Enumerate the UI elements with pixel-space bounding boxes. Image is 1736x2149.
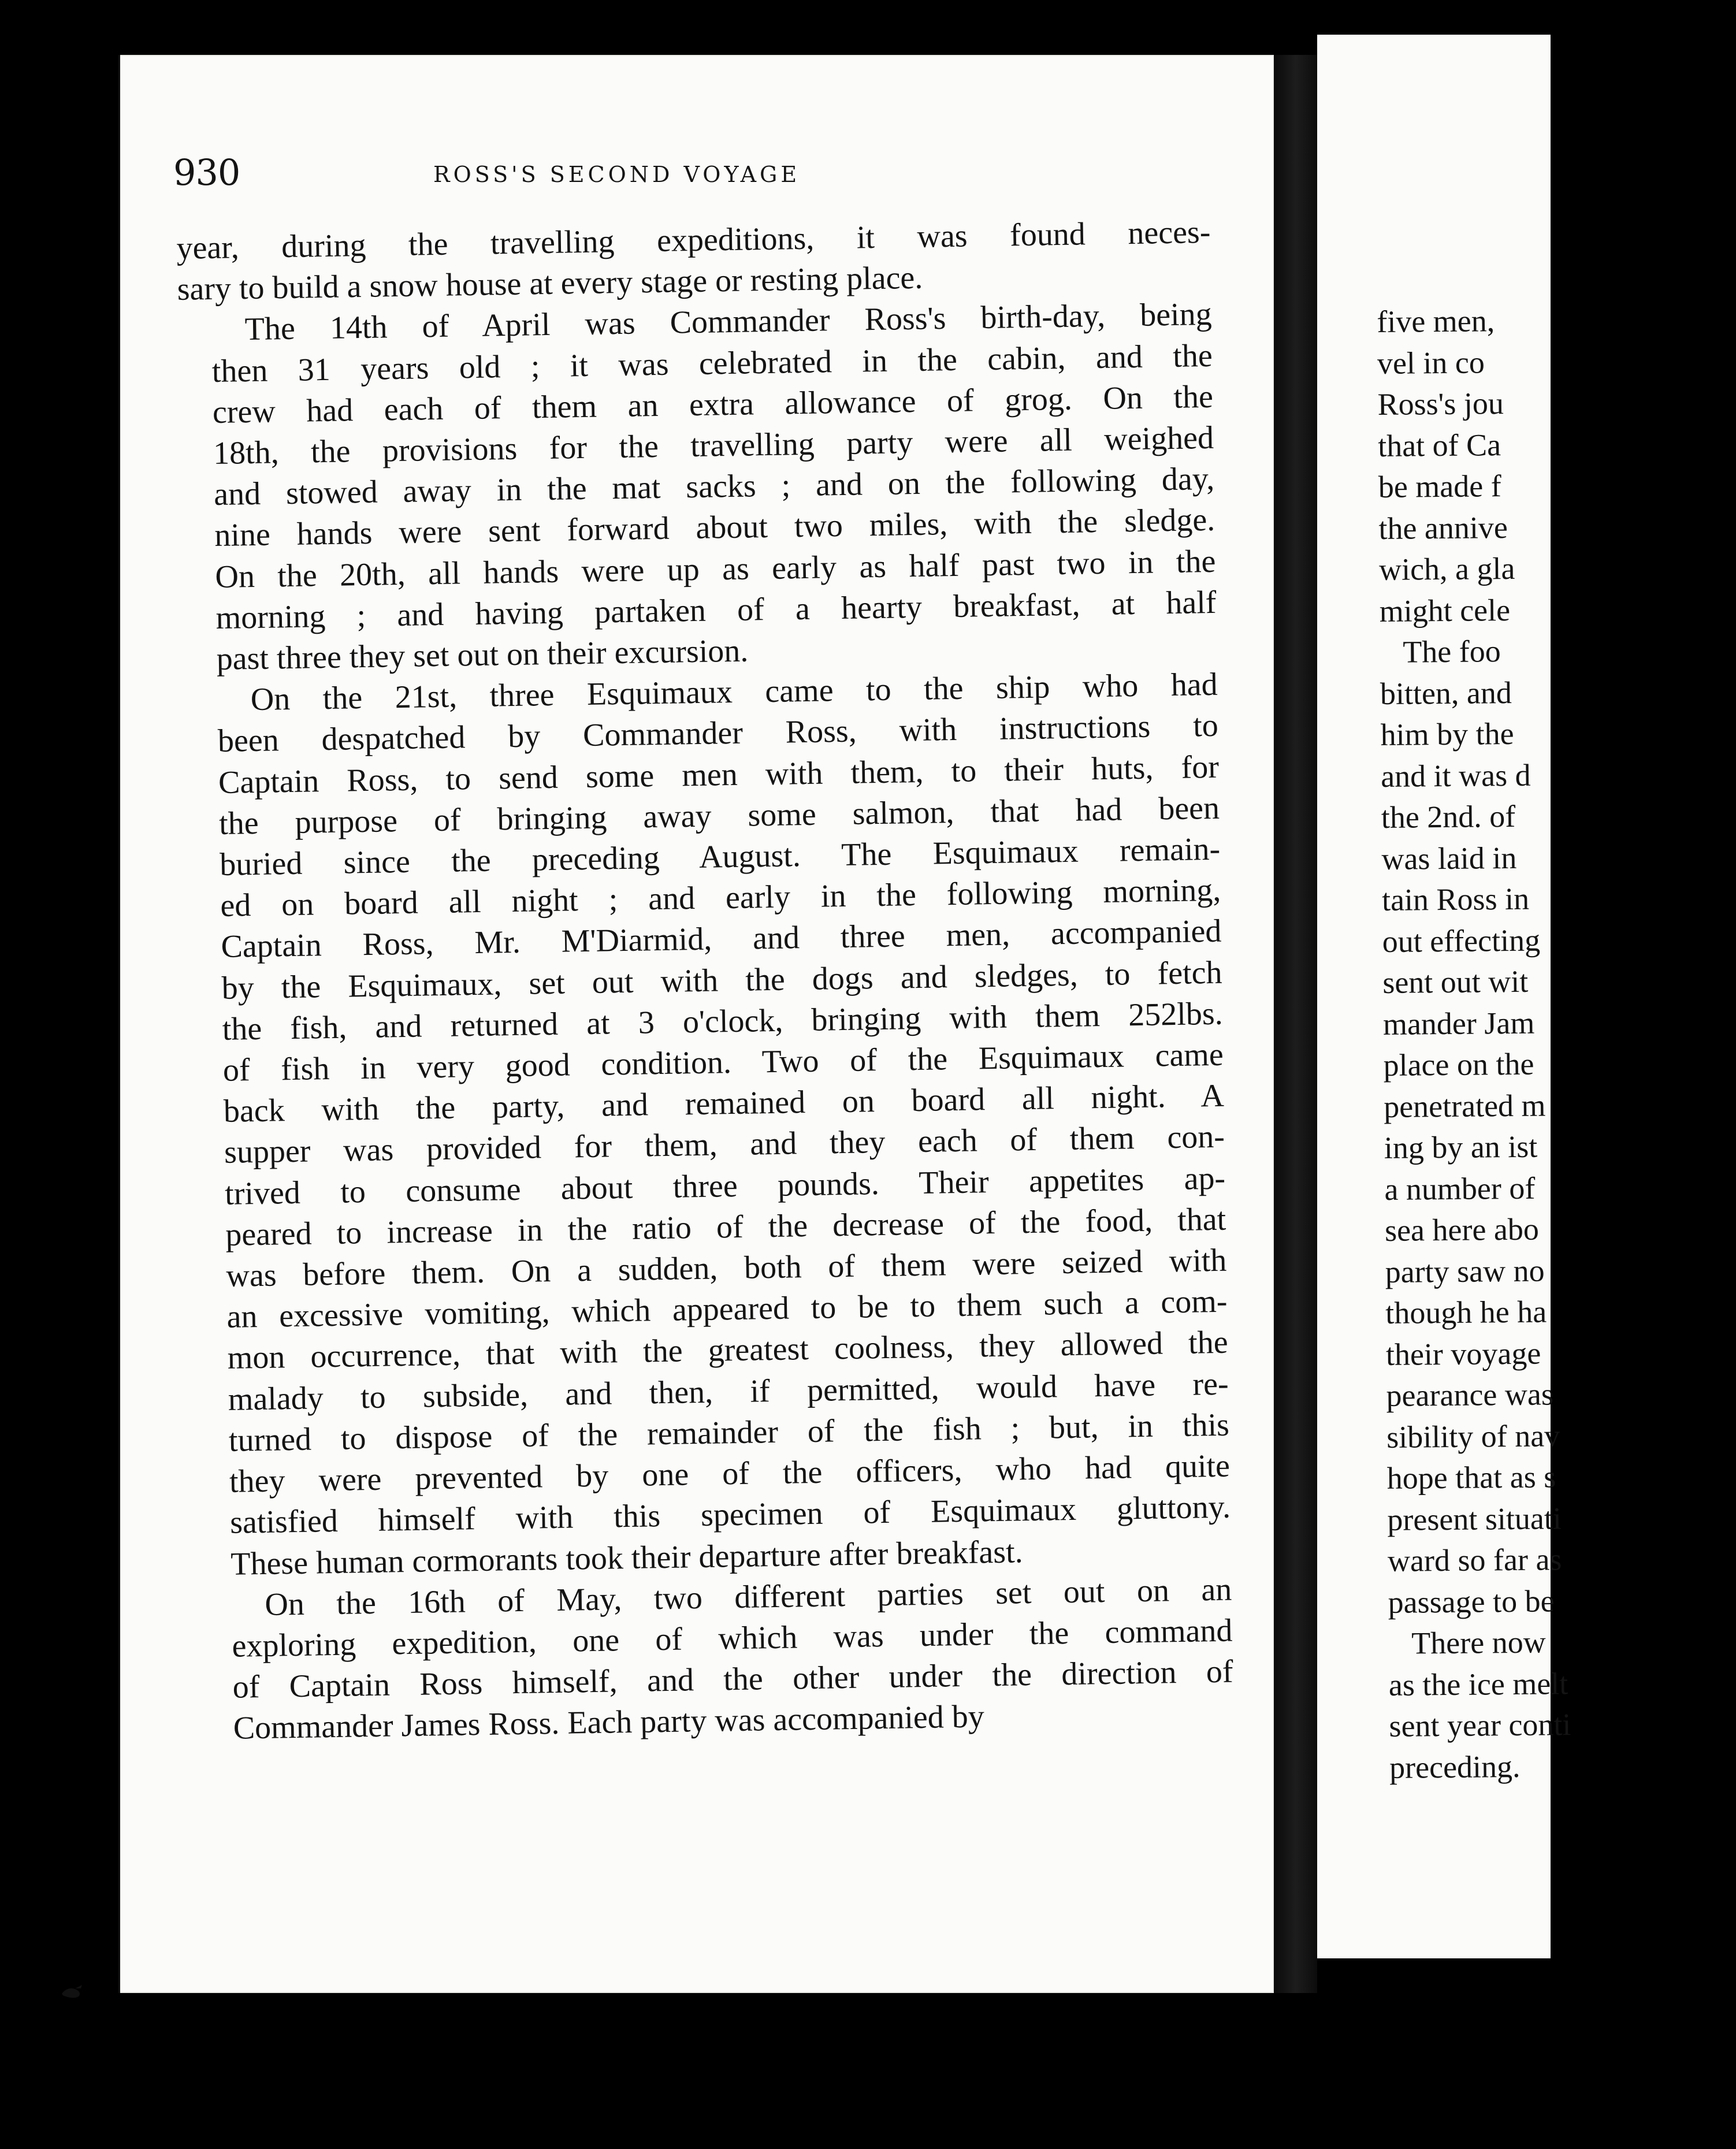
text-line: buried since the preceding August. The Esquimaux remain- <box>219 831 1221 883</box>
text-line: year, during the travelling expeditions, it was found neces- <box>176 214 1211 266</box>
text-line: bitten, and <box>1380 675 1512 711</box>
text-line: that of Ca <box>1377 427 1501 463</box>
text-line: place on the <box>1383 1046 1534 1083</box>
text-line: mander Jam <box>1382 1005 1535 1042</box>
text-line: was laid in <box>1381 840 1517 876</box>
text-line: ed on board all night ; and early in the following morning, <box>220 872 1221 924</box>
text-line: sent year conti <box>1389 1707 1571 1743</box>
text-line: peared to increase in the ratio of the decrease of the food, that <box>225 1201 1226 1253</box>
text-line: exploring expedition, one of which was under the command <box>232 1612 1233 1664</box>
left-page-body-text <box>176 212 1234 1750</box>
text-line: morning ; and having partaken of a hearty breakfast, at half <box>215 584 1217 636</box>
text-line: Ross's jou <box>1377 386 1504 422</box>
text-line: the fish, and returned at 3 o'clock, bringing with them 252lbs. <box>222 995 1224 1047</box>
text-line: might cele <box>1379 592 1511 629</box>
text-line: the purpose of bringing away some salmon, that had been <box>218 790 1220 842</box>
text-line: and it was d <box>1380 757 1531 794</box>
text-line: sea here abo <box>1384 1211 1540 1248</box>
text-line: 18th, the provisions for the travelling party were all weighed <box>213 419 1214 472</box>
text-line: The foo <box>1403 634 1501 670</box>
text-line: Captain Ross, to send some men with them, to their huts, for <box>218 749 1220 801</box>
text-line: him by the <box>1380 716 1514 752</box>
text-line: an excessive vomiting, which appeared to be to them such a com- <box>226 1283 1228 1336</box>
text-line: nine hands were sent forward about two miles, with the sledge. <box>214 502 1215 554</box>
text-line: as the ice melt <box>1388 1665 1568 1702</box>
text-line: then 31 years old ; it was celebrated in the cabin, and the <box>211 337 1213 389</box>
text-line: On the 21st, three Esquimaux came to the ship who had <box>250 667 1218 718</box>
ink-blot-mark <box>58 1980 87 2003</box>
page-edge-rule <box>118 55 120 1993</box>
text-line: by the Esquimaux, set out with the dogs and sledges, to fetch <box>221 954 1222 1006</box>
text-line: the annive <box>1378 510 1508 546</box>
text-line: malady to subside, and then, if permitted, would have re- <box>228 1366 1229 1418</box>
text-line: These human cormorants took their departure after breakfast. <box>230 1533 1024 1582</box>
running-head: ROSS'S SECOND VOYAGE <box>433 162 801 187</box>
text-line: their voyage <box>1385 1336 1541 1372</box>
text-line: been despatched by Commander Ross, with instructions to <box>217 708 1219 760</box>
text-line: the 2nd. of <box>1381 798 1516 835</box>
paragraph <box>198 1569 1234 1750</box>
text-line: There now <box>1411 1624 1546 1661</box>
text-line: Captain Ross, Mr. M'Diarmid, and three men, accompanied <box>221 913 1222 965</box>
text-line: vel in co <box>1377 344 1485 381</box>
text-line: of Captain Ross himself, and the other under the direction of <box>232 1653 1233 1705</box>
text-line: present situati <box>1387 1500 1562 1537</box>
text-line: was before them. On a sudden, both of them were seized with <box>226 1242 1227 1294</box>
text-line: Commander James Ross. Each party was accompanied by <box>233 1698 985 1747</box>
text-line: tain Ross in <box>1381 881 1530 917</box>
text-line: out effecting <box>1382 923 1541 959</box>
text-line: trived to consume about three pounds. Their appetites ap- <box>224 1160 1226 1212</box>
text-line: passage to be <box>1388 1583 1555 1620</box>
text-line: be made f <box>1378 469 1501 504</box>
text-line: preceding. <box>1389 1749 1521 1785</box>
paragraph <box>177 294 1217 681</box>
text-line: supper was provided for them, and they each of them con- <box>224 1119 1225 1171</box>
paragraph <box>176 212 1211 311</box>
text-line: satisfied himself with this specimen of Esquimaux gluttony. <box>229 1489 1231 1541</box>
text-line: turned to dispose of the remainder of the fish ; but, in this <box>228 1407 1230 1459</box>
text-line: a number of <box>1384 1170 1536 1207</box>
text-line: wich, a gla <box>1378 551 1515 587</box>
text-line: and stowed away in the mat sacks ; and on the following day, <box>213 461 1215 513</box>
page-number: 930 <box>173 151 240 194</box>
text-line: party saw no <box>1385 1253 1545 1289</box>
text-line: On the 20th, all hands were up as early as half past two in the <box>215 543 1216 595</box>
text-line: ward so far as <box>1387 1542 1562 1578</box>
text-line: sibility of nav <box>1386 1418 1560 1455</box>
text-line: though he ha <box>1385 1294 1547 1330</box>
book-gutter <box>1274 55 1317 1993</box>
paragraph <box>183 664 1231 1585</box>
text-line: The 14th of April was Commander Ross's birth-day, being <box>244 296 1213 348</box>
text-line: penetrated m <box>1383 1088 1546 1124</box>
right-page-body-text <box>1377 299 1736 1789</box>
text-line: sary to build a snow house at every stage or resting place. <box>177 259 923 308</box>
text-line: five men, <box>1377 303 1495 339</box>
text-line: past three they set out on their excursion. <box>216 633 749 678</box>
text-line: they were prevented by one of the officers, who had quite <box>229 1448 1231 1500</box>
right-page <box>1317 35 1571 1958</box>
text-line: back with the party, and remained on board all night. A <box>223 1077 1225 1130</box>
text-line: On the 16th of May, two different parties set out on an <box>264 1571 1232 1623</box>
text-line: hope that as s <box>1386 1459 1556 1496</box>
text-line: sent out wit <box>1382 964 1529 1000</box>
text-line: crew had each of them an extra allowance of grog. On the <box>212 378 1214 430</box>
text-line: ing by an ist <box>1384 1129 1538 1165</box>
text-line: pearance was <box>1386 1377 1554 1413</box>
text-line: of fish in very good condition. Two of the Esquimaux came <box>222 1036 1224 1088</box>
text-line: mon occurrence, that with the greatest coolness, they allowed the <box>227 1325 1229 1377</box>
